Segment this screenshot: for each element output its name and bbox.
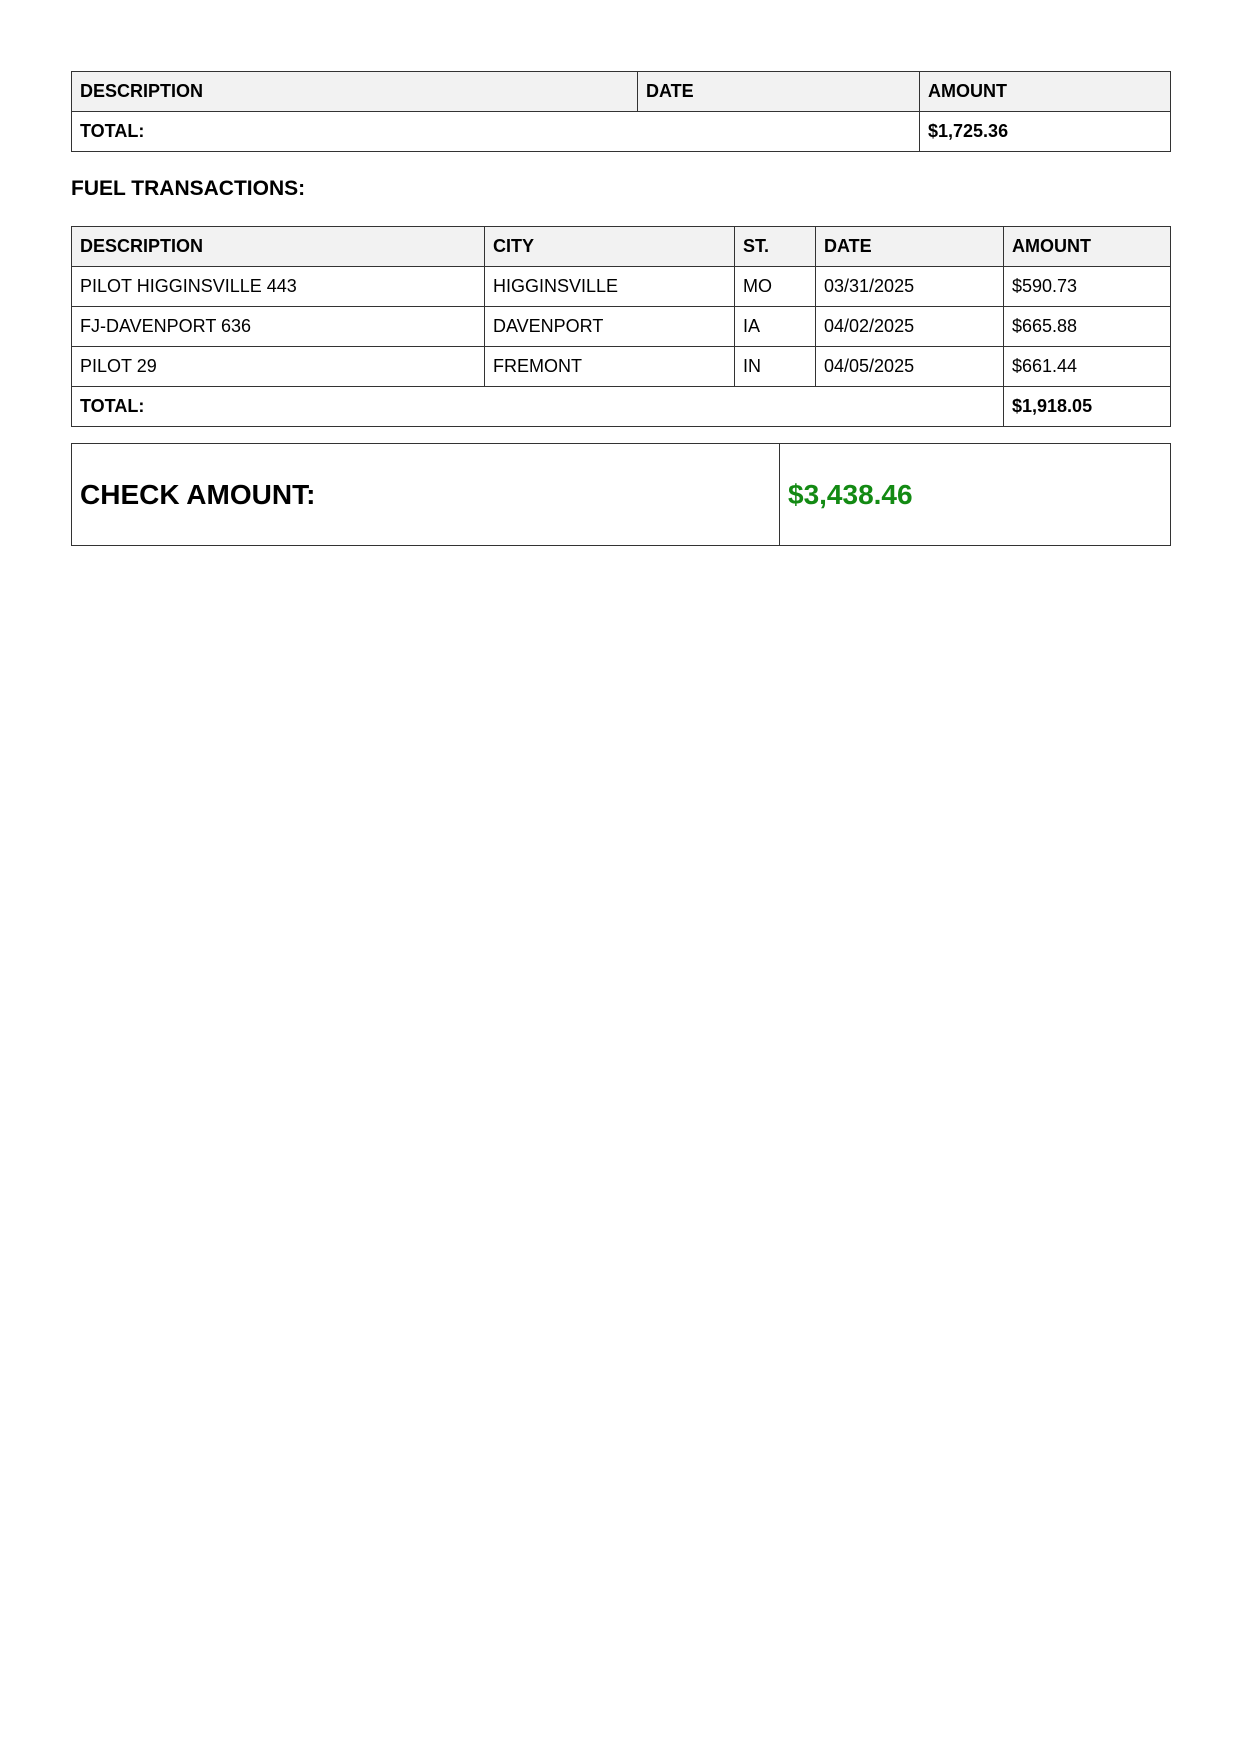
header-description: DESCRIPTION [72,72,638,112]
total-amount: $1,918.05 [1004,387,1171,427]
document-page [71,71,1170,546]
cell-amount: $661.44 [1004,347,1171,387]
cell-date: 03/31/2025 [816,267,1004,307]
table-row [72,267,1171,307]
table-header-row [72,227,1171,267]
cell-date: 04/02/2025 [816,307,1004,347]
table-header-row [72,72,1171,112]
table-row [72,347,1171,387]
cell-city: HIGGINSVILLE [485,267,735,307]
total-row [72,112,1171,152]
header-description: DESCRIPTION [72,227,485,267]
header-city: CITY [485,227,735,267]
cell-amount: $590.73 [1004,267,1171,307]
cell-state: IA [735,307,816,347]
fuel-transactions-table [71,226,1171,427]
header-state: ST. [735,227,816,267]
header-amount: AMOUNT [920,72,1171,112]
cell-amount: $665.88 [1004,307,1171,347]
cell-state: IN [735,347,816,387]
check-amount-table [71,443,1171,546]
cell-description: PILOT 29 [72,347,485,387]
cell-description: PILOT HIGGINSVILLE 443 [72,267,485,307]
cell-city: FREMONT [485,347,735,387]
header-date: DATE [816,227,1004,267]
cell-city: DAVENPORT [485,307,735,347]
total-row [72,387,1171,427]
check-amount-label: CHECK AMOUNT: [72,444,780,546]
cell-date: 04/05/2025 [816,347,1004,387]
section-title: FUEL TRANSACTIONS: [71,177,306,200]
total-amount: $1,725.36 [920,112,1171,152]
table-row [72,307,1171,347]
total-label: TOTAL: [72,112,920,152]
cell-description: FJ-DAVENPORT 636 [72,307,485,347]
total-label: TOTAL: [72,387,1004,427]
header-date: DATE [638,72,920,112]
check-amount-value: $3,438.46 [780,444,1171,546]
header-amount: AMOUNT [1004,227,1171,267]
cell-state: MO [735,267,816,307]
check-amount-row [72,444,1171,546]
summary-table [71,71,1171,152]
